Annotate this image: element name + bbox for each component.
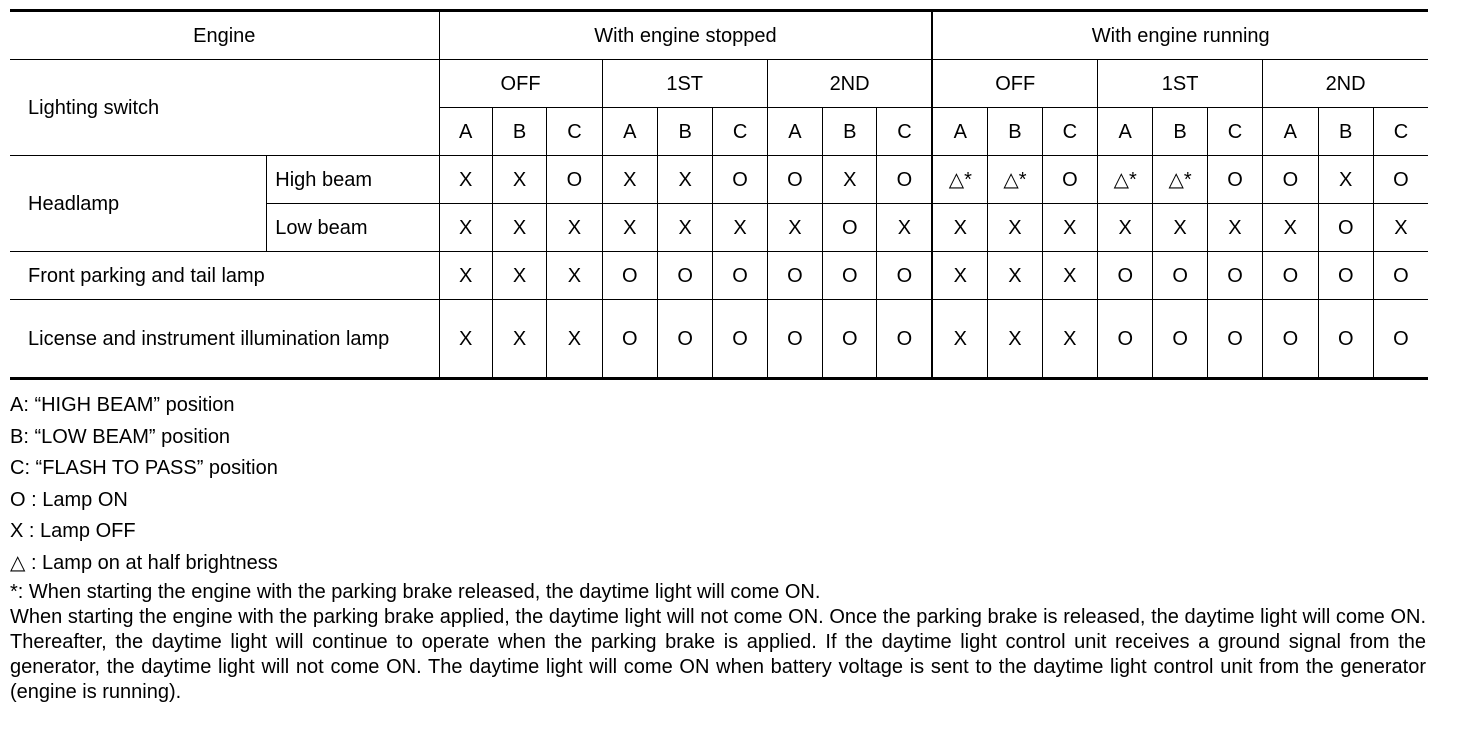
lighting-switch-label: Lighting switch [10, 60, 439, 156]
status-cell: X [823, 156, 877, 204]
status-cell: X [932, 300, 987, 379]
subposition-header: C [1207, 108, 1262, 156]
status-cell: X [988, 204, 1042, 252]
status-cell: O [1318, 204, 1373, 252]
status-cell: X [547, 300, 602, 379]
position-header: 1ST [1098, 60, 1263, 108]
license-illumination-label: License and instrument illumination lamp [10, 300, 439, 379]
status-cell: O [602, 300, 657, 379]
legend-item: B: “LOW BEAM” position [10, 425, 231, 448]
parking-tail-row [10, 252, 1428, 300]
status-cell: X [439, 252, 492, 300]
subposition-header: C [877, 108, 932, 156]
status-cell: O [1373, 252, 1428, 300]
status-cell: X [877, 204, 932, 252]
headlamp-label: Headlamp [10, 156, 267, 252]
status-cell: X [602, 156, 657, 204]
subposition-header: B [988, 108, 1042, 156]
engine-stopped-header: With engine stopped [439, 11, 932, 60]
status-cell: O [1263, 252, 1318, 300]
subposition-header: B [492, 108, 546, 156]
status-cell: O [767, 156, 822, 204]
status-cell: X [932, 252, 987, 300]
parking-tail-label: Front parking and tail lamp [10, 252, 439, 300]
status-cell: X [767, 204, 822, 252]
status-cell: △* [1098, 156, 1153, 204]
status-cell: O [877, 156, 932, 204]
subposition-header: A [602, 108, 657, 156]
status-cell: X [439, 300, 492, 379]
status-cell: O [1207, 300, 1262, 379]
status-cell: X [657, 156, 712, 204]
legend-item: C: “FLASH TO PASS” position [10, 457, 278, 479]
status-cell: O [877, 252, 932, 300]
lamp-operation-table-container [10, 9, 1428, 380]
status-cell: O [657, 252, 712, 300]
status-cell: X [1263, 204, 1318, 252]
status-cell: O [1042, 156, 1097, 204]
status-cell: O [1263, 300, 1318, 379]
status-cell: O [713, 252, 767, 300]
legend [10, 390, 1428, 579]
status-cell: O [1207, 156, 1262, 204]
footnote-paragraph: When starting the engine with the parking brake applied, the daytime light will not come ON. Once the parking brake is released, the daytime light will come ON. Thereafter, the daytime light will continue to operate when the parking brake is applied. If the daytime light control unit receives a ground signal from the generator, the daytime light will not come ON. The daytime light will come ON when battery voltage is sent to the daytime light control unit from the generator (engine is running). [10, 606, 1426, 703]
status-cell: X [988, 252, 1042, 300]
status-cell: O [1318, 252, 1373, 300]
status-cell: X [988, 300, 1042, 379]
status-cell: X [1098, 204, 1153, 252]
switch-position-row [10, 60, 1428, 108]
status-cell: O [877, 300, 932, 379]
legend-item: X : Lamp OFF [10, 520, 136, 542]
status-cell: O [602, 252, 657, 300]
lamp-operation-table [10, 9, 1428, 380]
status-cell: X [547, 252, 602, 300]
status-cell: X [547, 204, 602, 252]
engine-header: Engine [10, 11, 439, 60]
subposition-header: B [657, 108, 712, 156]
status-cell: X [439, 204, 492, 252]
license-illumination-row [10, 300, 1428, 379]
status-cell: X [1153, 204, 1207, 252]
position-header: 2ND [1263, 60, 1428, 108]
status-cell: △* [932, 156, 987, 204]
status-cell: O [767, 300, 822, 379]
subposition-header: A [439, 108, 492, 156]
legend-item: △ : Lamp on at half brightness [10, 551, 278, 574]
status-cell: △* [1153, 156, 1207, 204]
status-cell: O [1153, 300, 1207, 379]
subposition-header: B [1318, 108, 1373, 156]
position-header: OFF [439, 60, 602, 108]
subposition-header: A [1263, 108, 1318, 156]
subposition-header: B [1153, 108, 1207, 156]
status-cell: O [767, 252, 822, 300]
status-cell: X [439, 156, 492, 204]
status-cell: O [1318, 300, 1373, 379]
status-cell: X [492, 300, 546, 379]
status-cell: X [657, 204, 712, 252]
status-cell: O [657, 300, 712, 379]
subposition-header: C [1373, 108, 1428, 156]
status-cell: O [823, 252, 877, 300]
status-cell: X [1373, 204, 1428, 252]
status-cell: X [492, 252, 546, 300]
status-cell: X [602, 204, 657, 252]
subposition-header: B [823, 108, 877, 156]
position-header: 2ND [767, 60, 932, 108]
status-cell: O [1207, 252, 1262, 300]
status-cell: O [1263, 156, 1318, 204]
status-cell: O [823, 204, 877, 252]
status-cell: X [1207, 204, 1262, 252]
footnote-asterisk: *: When starting the engine with the parking brake released, the daytime light will come ON. [10, 581, 821, 603]
legend-item: O : Lamp ON [10, 488, 128, 511]
status-cell: X [1042, 300, 1097, 379]
status-cell: O [823, 300, 877, 379]
status-cell: O [713, 156, 767, 204]
position-header: OFF [932, 60, 1097, 108]
status-cell: X [492, 156, 546, 204]
high-beam-row [10, 156, 1428, 204]
status-cell: X [713, 204, 767, 252]
engine-running-header: With engine running [932, 11, 1428, 60]
subposition-header: C [1042, 108, 1097, 156]
status-cell: X [492, 204, 546, 252]
status-cell: O [1373, 300, 1428, 379]
status-cell: O [547, 156, 602, 204]
status-cell: O [1153, 252, 1207, 300]
status-cell: X [932, 204, 987, 252]
status-cell: X [1042, 204, 1097, 252]
legend-item: A: “HIGH BEAM” position [10, 394, 235, 416]
subposition-header: A [767, 108, 822, 156]
subposition-header: C [713, 108, 767, 156]
footnote [10, 580, 1426, 705]
status-cell: O [1098, 300, 1153, 379]
status-cell: X [1042, 252, 1097, 300]
low-beam-label: Low beam [267, 204, 439, 252]
high-beam-label: High beam [267, 156, 439, 204]
position-header: 1ST [602, 60, 767, 108]
status-cell: △* [988, 156, 1042, 204]
status-cell: X [1318, 156, 1373, 204]
subposition-header: C [547, 108, 602, 156]
status-cell: O [713, 300, 767, 379]
subposition-header: A [1098, 108, 1153, 156]
subposition-header: A [932, 108, 987, 156]
status-cell: O [1373, 156, 1428, 204]
status-cell: O [1098, 252, 1153, 300]
engine-header-row [10, 11, 1428, 60]
